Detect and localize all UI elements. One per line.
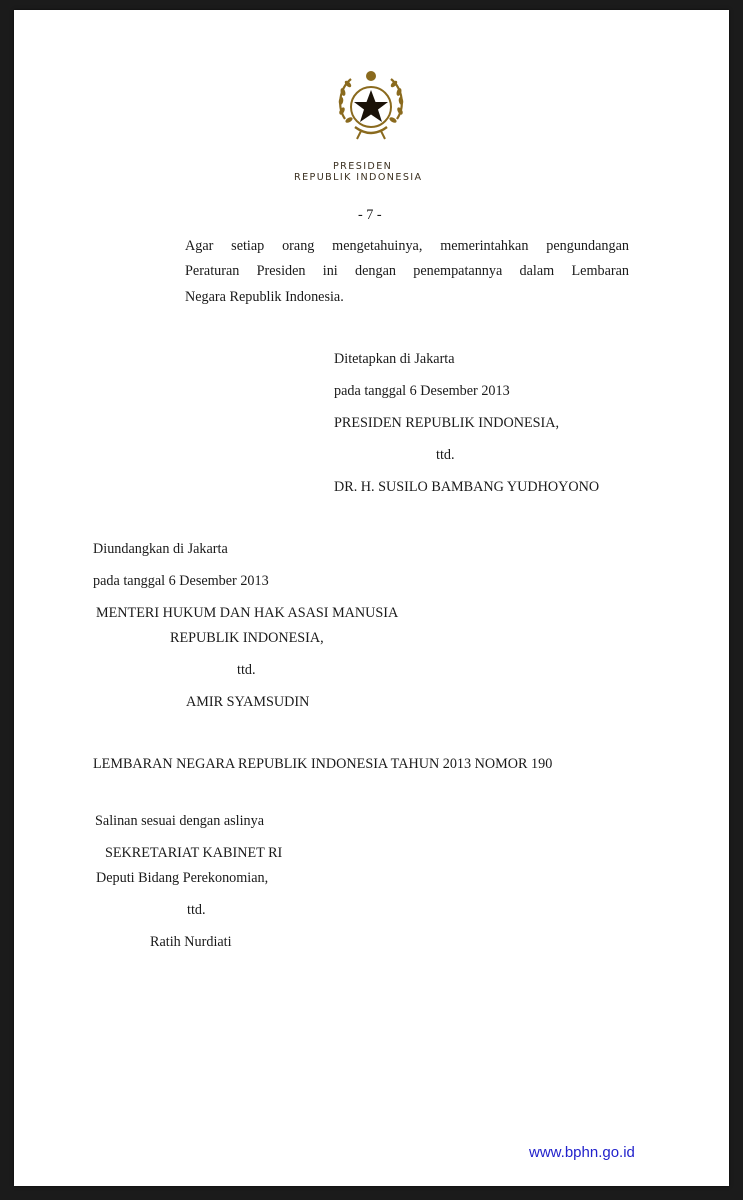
certified-copy-note: Salinan sesuai dengan aslinya <box>95 813 265 829</box>
promulgation-name: AMIR SYAMSUDIN <box>186 694 310 710</box>
enactment-name: DR. H. SUSILO BAMBANG YUDHOYONO <box>334 479 600 495</box>
promulgation-date: pada tanggal 6 Desember 2013 <box>93 573 269 589</box>
closing-paragraph-line: Agar setiap orang mengetahuinya, memerintahkan pengundangan <box>185 238 629 254</box>
closing-paragraph-line: Negara Republik Indonesia. <box>185 289 344 305</box>
website-link[interactable]: www.bphn.go.id <box>529 1144 635 1161</box>
enactment-date: pada tanggal 6 Desember 2013 <box>334 383 510 399</box>
promulgation-title-line2: REPUBLIK INDONESIA, <box>170 630 324 646</box>
gazette-reference: LEMBARAN NEGARA REPUBLIK INDONESIA TAHUN 2013 NOMOR 190 <box>93 756 553 772</box>
enactment-title: PRESIDEN REPUBLIK INDONESIA, <box>334 415 560 431</box>
enactment-place: Ditetapkan di Jakarta <box>334 351 455 367</box>
certified-copy-name: Ratih Nurdiati <box>150 934 232 950</box>
enactment-signed: ttd. <box>436 447 455 463</box>
closing-paragraph-line: Peraturan Presiden ini dengan penempatannya dalam Lembaran <box>185 263 629 279</box>
letterhead-president: PRESIDEN <box>333 161 393 172</box>
letterhead-republic: REPUBLIK INDONESIA <box>294 172 423 183</box>
certified-copy-office: SEKRETARIAT KABINET RI <box>105 845 283 861</box>
promulgation-title-line1: MENTERI HUKUM DAN HAK ASASI MANUSIA <box>96 605 399 621</box>
promulgation-place: Diundangkan di Jakarta <box>93 541 228 557</box>
garuda-star-wreath-icon <box>331 67 411 147</box>
promulgation-signed: ttd. <box>237 662 256 678</box>
certified-copy-signed: ttd. <box>187 902 206 918</box>
document-page <box>14 10 729 1186</box>
page-number: - 7 - <box>358 207 382 223</box>
certified-copy-position: Deputi Bidang Perekonomian, <box>96 870 269 886</box>
